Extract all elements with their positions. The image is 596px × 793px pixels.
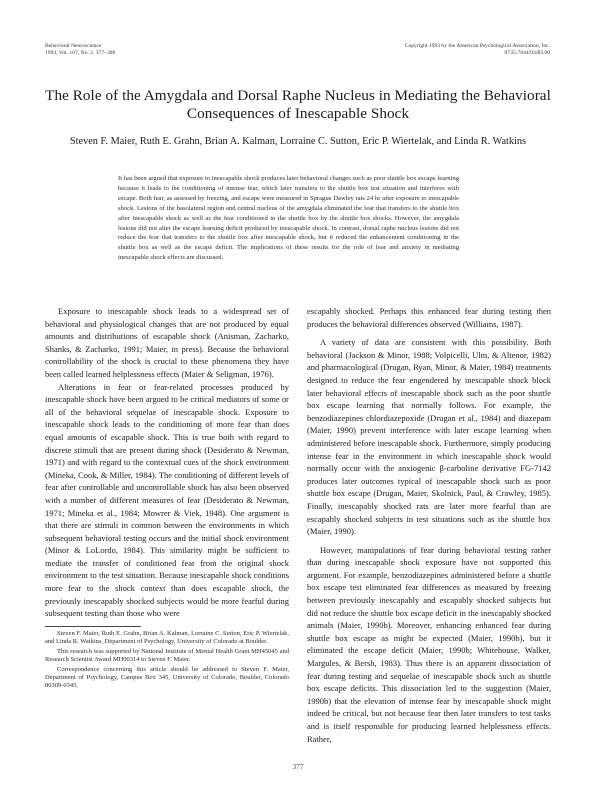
footnote-funding: This research was supported by National Institute of Mental Health Grant MH45045 and Research Scientist Award MH00314 to Steven F. Maier.: [45, 647, 289, 664]
body-paragraph: Alterations in fear or fear-related processes produced by inescapable shock have been argued to be critical mediators of some or all of the behavioral sequelae of inescapable shock. Exposure to inescapable shock leads to the conditioning of more fear than does equal amounts of escapable shock. This is true both with regard to discrete stimuli that are present during shock (Desiderato & Newman, 1971) and with regard to the contextual cues of the shock environment (Mineka, Cook, & Miller, 1984). The conditioning of different levels of fear after controllable and uncontrollable shock has also been observed with a number of different measures of fear (Desiderato & Newman, 1971; Mineka et al., 1984; Mowrer & Viek, 1948). One argument is that there are stimuli in common between the environments in which subsequent behavioral testing occurs and the initial shock environment (Minor & LoLordo, 1984). This similarity might be sufficient to mediate the transfer of conditioned fear from the original shock environment to the test situation. Because inescapable shock conditions more fear to the shock context than does escapable shock, the previously inescapably shocked subjects would be more fearful during subsequent testing than those who were: [45, 381, 289, 619]
copyright-line: Copyright 1993 by the American Psychological Association, Inc.: [404, 43, 550, 49]
footnote-correspondence: Correspondence concerning this article should be addressed to Steven F. Maier, Department of Psychology, Campus Box 345, University of Colorado, Boulder, Colorado 80309-0345.: [45, 665, 289, 690]
body-paragraph: escapably shocked. Perhaps this enhanced fear during testing then produces the behavioral differences observed (Williams, 1987).: [307, 306, 551, 329]
footnote-divider: [45, 626, 141, 627]
left-column: [45, 305, 289, 620]
footnotes: [45, 630, 289, 692]
journal-header-left: [45, 43, 115, 57]
body-paragraph: A variety of data are consistent with this possibility. Both behavioral (Jackson & Minor, 1988; Volpicelli, Ulm, & Altenor, 1982) and pharmacological (Drugan, Ryan, Minor, & Maier, 1984) treatments designed to reduce the fear engendered by inescapable shock block later behavioral effects of inescapable shock such as the poor shuttle box escape learning that normally follows. For example, the benzodiazepines chlordiazepoxide (Drugan et al., 1984) and diazepam (Maier, 1990) prevent interference with later escape learning when administered before inescapable shock. Furthermore, simply producing intense fear in the environment in which inescapable shock would normally occur with the anxiogenic β-carboline derivative FG-7142 produces later outcomes typical of inescapable shock such as poor shuttle box escape (Drugan, Maier, Skolnick, Paul, & Crawley, 1985). Finally, inescapably shocked rats are later more fearful than are escapably shocked subjects in test situations such as the shuttle box (Maier, 1990).: [307, 337, 551, 537]
journal-name: Behavioral Neuroscience: [45, 43, 102, 49]
abstract: It has been argued that exposure to inescapable shock produces later behavioral changes such as poor shuttle box escape learning because it leads to the conditioning of intense fear, which later transfers to the shuttle box test situation and interferes with escape. Both fear, as assessed by freezing, and escape were measured in Sprague Dawley rats 24 hr after exposure to inescapable shock. Lesions of the basolateral region and central nucleus of the amygdala eliminated the fear that transfers to the shuttle box after inescapable shock as well as the fear conditioned in the shuttle box by the shuttle box shocks. However, the amygdala lesions did not alter the escape learning deficit produced by inescapable shock. In contrast, dorsal raphe nucleus lesions did not reduce the fear that transfers to the shuttle box after inescapable shock, but it reduced the enhancement conditioning in the shuttle box as well as the escape deficit. The implications of these results for the role of fear and anxiety in mediating inescapable shock effects are discussed.: [118, 175, 459, 262]
journal-header-right: [405, 43, 550, 57]
body-paragraph: Exposure to inescapable shock leads to a widespread set of behavioral and physiological changes that are not produced by equal amounts and distributions of escapable shock (Anisman, Zacharko, Shanks, & Zacharko, 1991; Maier, in press). Because the behavioral controllability of the shock is crucial to these phenomena they have been called learned helplessness effects (Maier & Seligman, 1976).: [45, 306, 289, 379]
body-paragraph: However, manipulations of fear during behavioral testing rather than during inescapable shock exposure have not supported this argument. For example, benzodiazepines administered before a shuttle box escape test eliminated fear differences as measured by freezing between previously inescapably and escapably shocked subjects but did not reduce the shuttle box escape deficit in the inescapably shocked animals (Maier, 1990b). Moreover, enhancing enhanced fear during shuttle box escape as might be expected (Maier, 1990b), but it eliminated the escape deficit (Maier, 1990b; Whitehouse, Walker, Margules, & Bersh, 1983). Thus there is an apparent dissociation of fear during testing and sequelae of inescapable shock such as shuttle box escape deficits. This dissociation led to the suggestion (Maier, 1990b) that the elevation of intense fear by inescapable shock might indeed be critical, but not because fear then later transfers to test tasks and is itself responsible for producing learned helplessness effects. Rather,: [307, 544, 551, 744]
right-column: [307, 305, 551, 745]
author-list: Steven F. Maier, Ruth E. Grahn, Brian A. Kalman, Lorraine C. Sutton, Eric P. Wiertelak, and Linda R. Watkins: [69, 136, 527, 147]
article-title: The Role of the Amygdala and Dorsal Raphe Nucleus in Mediating the Behavioral Consequences of Inescapable Shock: [45, 87, 551, 122]
footnote-affiliation: Steven F. Maier, Ruth E. Grahn, Brian A. Kalman, Lorraine C. Sutton, Eric P. Wiertelak, and Linda R. Watkins, Department of Psychology, University of Colorado at Boulder.: [45, 630, 289, 646]
issn-line: 0735-7044/93/$3.00: [504, 50, 550, 56]
page-number: 377: [292, 762, 304, 771]
volume-line: 1993, Vol. 107, No. 2, 377–388: [45, 50, 116, 56]
